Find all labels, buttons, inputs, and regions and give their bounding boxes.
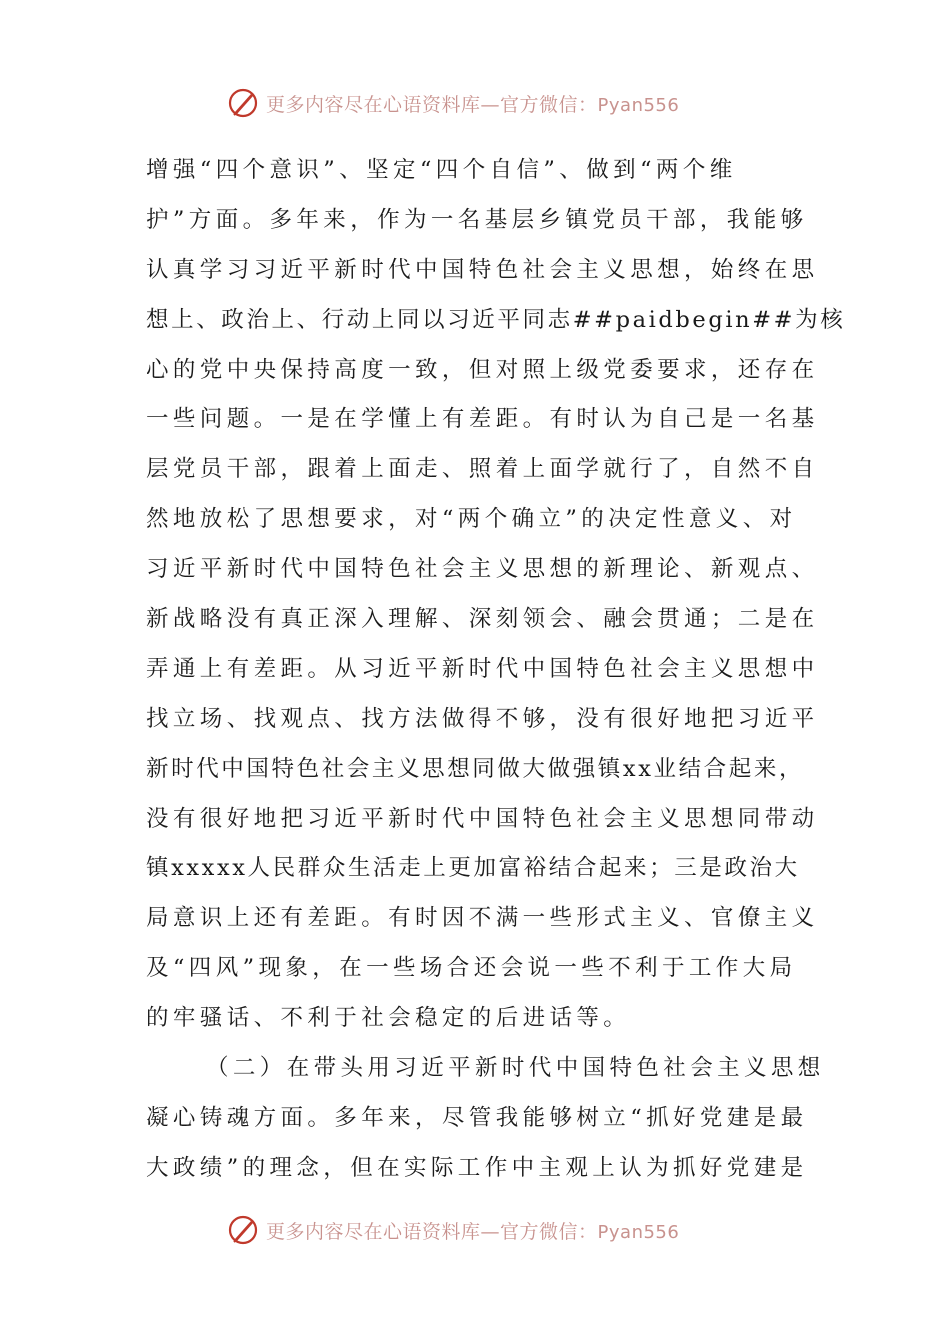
quill-logo-icon: [226, 1213, 260, 1247]
watermark-wechat-id: Pyan556: [597, 1221, 680, 1243]
text-line-21: 大政绩”的理念，但在实际工作中主观上认为抓好党建是: [146, 1154, 808, 1181]
text-line-4: 想上、政治上、行动上同以习近平同志##paidbegin##为核: [146, 306, 846, 333]
text-line-17: 及“四风”现象，在一些场合还会说一些不利于工作大局: [146, 955, 797, 982]
text-line-18: 的牢骚话、不利于社会稳定的后进话等。: [146, 1005, 631, 1032]
quill-logo-icon: [226, 86, 260, 120]
watermark-text: [266, 1217, 679, 1244]
watermark-slogan: 更多内容尽在心语资料库: [266, 93, 481, 116]
text-line-9: 习近平新时代中国特色社会主义思想的新理论、新观点、: [146, 556, 819, 583]
text-line-8: 然地放松了思想要求，对“两个确立”的决定性意义、对: [146, 506, 797, 533]
text-line-20: 凝心铸魂方面。多年来，尽管我能够树立“抓好党建是最: [146, 1104, 808, 1131]
watermark-banner-bottom: [226, 1212, 679, 1248]
text-line-12: 找立场、找观点、找方法做得不够，没有很好地把习近平: [146, 705, 819, 732]
text-line-11: 弄通上有差距。从习近平新时代中国特色社会主义思想中: [146, 655, 819, 682]
watermark-text: [266, 90, 679, 117]
watermark-wechat-label: 官方微信：: [500, 1220, 598, 1243]
text-line-3: 认真学习习近平新时代中国特色社会主义思想，始终在思: [146, 256, 819, 283]
watermark-wechat-label: 官方微信：: [500, 93, 598, 116]
text-line-6: 一些问题。一是在学懂上有差距。有时认为自己是一名基: [146, 406, 819, 433]
text-line-7: 层党员干部，跟着上面走、照着上面学就行了，自然不自: [146, 456, 819, 483]
text-line-14: 没有很好地把习近平新时代中国特色社会主义思想同带动: [146, 805, 819, 832]
text-line-5: 心的党中央保持高度一致，但对照上级党委要求，还存在: [146, 356, 819, 383]
watermark-wechat-id: Pyan556: [597, 94, 680, 116]
text-line-16: 局意识上还有差距。有时因不满一些形式主义、官僚主义: [146, 905, 819, 932]
text-line-10: 新战略没有真正深入理解、深刻领会、融会贯通；二是在: [146, 606, 819, 633]
watermark-slogan: 更多内容尽在心语资料库: [266, 1220, 481, 1243]
watermark-dash: —: [480, 93, 501, 116]
document-body: [146, 146, 846, 1194]
watermark-dash: —: [480, 1220, 501, 1243]
text-line-13: 新时代中国特色社会主义思想同做大做强镇xx业结合起来，: [146, 755, 805, 782]
section-heading-2: （二）在带头用习近平新时代中国特色社会主义思想: [206, 1055, 825, 1082]
watermark-banner-top: [226, 85, 679, 121]
text-line-2: 护”方面。多年来，作为一名基层乡镇党员干部，我能够: [146, 206, 808, 233]
text-line-15: 镇xxxxx人民群众生活走上更加富裕结合起来；三是政治大: [146, 855, 800, 882]
text-line-1: 增强“四个意识”、坚定“四个自信”、做到“两个维: [146, 157, 737, 183]
